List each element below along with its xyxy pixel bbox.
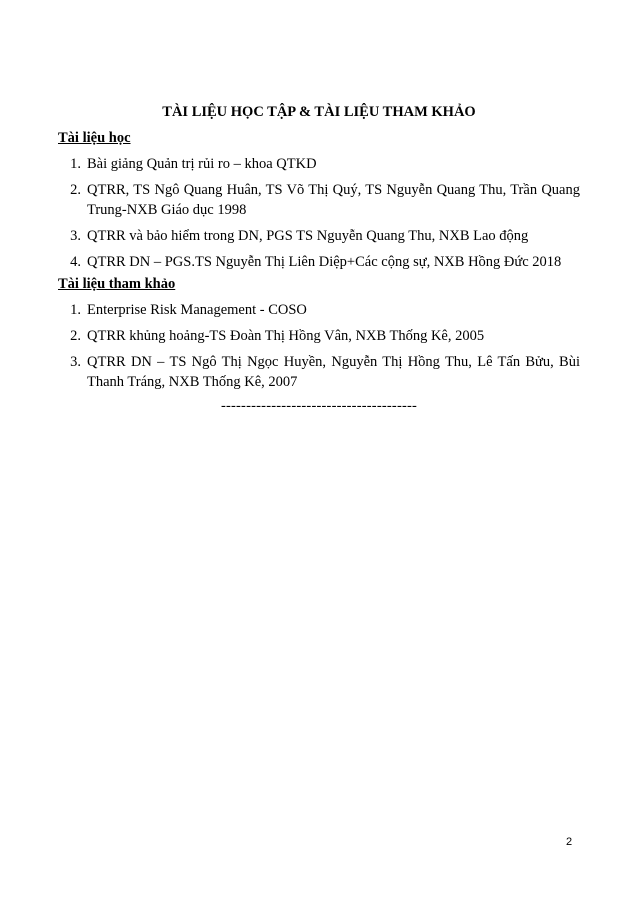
- list-item-number: 3.: [70, 228, 81, 244]
- list-item-text: QTRR và bảo hiểm trong DN, PGS TS Nguyễn Quang Thu, NXB Lao động: [87, 228, 529, 244]
- list-item: [58, 352, 580, 392]
- page-number: 2: [566, 836, 573, 848]
- references-list: [58, 300, 580, 392]
- list-item-number: 1.: [70, 302, 81, 318]
- list-item-number: 1.: [70, 156, 81, 172]
- separator-line: ---------------------------------------: [220, 398, 418, 414]
- list-item-text: QTRR DN – PGS.TS Nguyễn Thị Liên Diệp+Các cộng sự, NXB Hồng Đức 2018: [87, 254, 562, 270]
- list-item-text: QTRR khủng hoảng-TS Đoàn Thị Hồng Vân, NXB Thống Kê, 2005: [87, 328, 485, 344]
- list-item: [58, 326, 580, 346]
- section-heading-references: Tài liệu tham khảo: [58, 276, 176, 292]
- list-item-text: QTRR DN – TS Ngô Thị Ngọc Huyền, Nguyễn Thị Hồng Thu, Lê Tấn Bửu, Bùi Thanh Tráng, NXB Thống Kê, 2007: [87, 354, 580, 390]
- list-item: [58, 154, 580, 174]
- list-item: [58, 252, 580, 272]
- page-title: TÀI LIỆU HỌC TẬP & TÀI LIỆU THAM KHẢO: [162, 104, 476, 120]
- list-item-text: Bài giảng Quản trị rủi ro – khoa QTKD: [87, 156, 317, 172]
- list-item-number: 2.: [70, 182, 81, 198]
- list-item: [58, 180, 580, 220]
- list-item: [58, 226, 580, 246]
- section-heading-study-materials: Tài liệu học: [58, 130, 131, 146]
- list-item-text: Enterprise Risk Management - COSO: [87, 302, 307, 318]
- study-materials-list: [58, 154, 580, 272]
- list-item: [58, 300, 580, 320]
- list-item-number: 4.: [70, 254, 81, 270]
- list-item-number: 3.: [70, 354, 81, 370]
- list-item-number: 2.: [70, 328, 81, 344]
- list-item-text: QTRR, TS Ngô Quang Huân, TS Võ Thị Quý, TS Nguyễn Quang Thu, Trần Quang Trung-NXB Giáo dục 1998: [87, 182, 580, 218]
